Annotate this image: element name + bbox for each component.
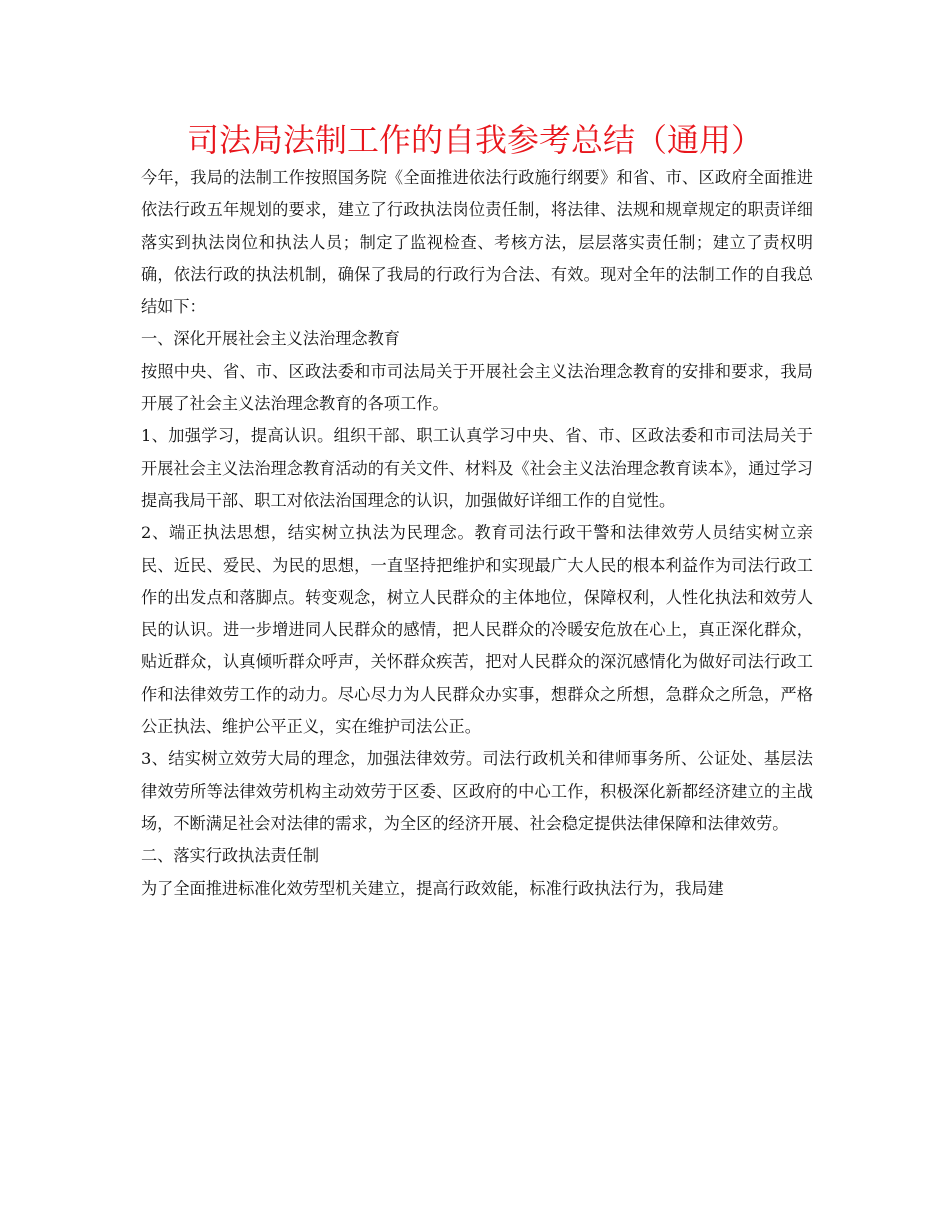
paragraph-item-1: 1、加强学习，提高认识。组织干部、职工认真学习中央、省、市、区政法委和市司法局关于开展社会主义法治理念教育活动的有关文件、材料及《社会主义法治理念教育读本》，通过学习提高我局干部、职工对依法治国理念的认识，加强做好详细工作的自觉性。 [141, 426, 813, 510]
section-heading-1: 一、深化开展社会主义法治理念教育 [141, 329, 400, 349]
paragraph-section-1-intro: 按照中央、省、市、区政法委和市司法局关于开展社会主义法治理念教育的安排和要求，我局开展了社会主义法治理念教育的各项工作。 [141, 361, 813, 414]
paragraph-section-2-intro: 为了全面推进标准化效劳型机关建立，提高行政效能，标准行政执法行为，我局建 [141, 878, 724, 898]
paragraph-item-2: 2、端正执法思想，结实树立执法为民理念。教育司法行政干警和法律效劳人员结实树立亲民、近民、爱民、为民的思想，一直坚持把维护和实现最广大人民的根本利益作为司法行政工作的出发点和落脚点。转变观念，树立人民群众的主体地位，保障权利，人性化执法和效劳人民的认识。进一步增进同人民群众的感情，把人民群众的冷暖安危放在心上，真正深化群众，贴近群众，认真倾听群众呼声，关怀群众疾苦，把对人民群众的深沉感情化为做好司法行政工作和法律效劳工作的动力。尽心尽力为人民群众办实事，想群众之所想，急群众之所急，严格公正执法、维护公平正义，实在维护司法公正。 [141, 523, 813, 737]
paragraph-item-3: 3、结实树立效劳大局的理念，加强法律效劳。司法行政机关和律师事务所、公证处、基层法律效劳所等法律效劳机构主动效劳于区委、区政府的中心工作，积极深化新都经济建立的主战场，不断满足社会对法律的需求，为全区的经济开展、社会稳定提供法律保障和法律效劳。 [141, 749, 813, 833]
paragraph-intro: 今年，我局的法制工作按照国务院《全面推进依法行政施行纲要》和省、市、区政府全面推进依法行政五年规划的要求，建立了行政执法岗位责任制，将法律、法规和规章规定的职责详细落实到执法岗位和执法人员；制定了监视检查、考核方法，层层落实责任制；建立了责权明确，依法行政的执法机制，确保了我局的行政行为合法、有效。现对全年的法制工作的自我总结如下： [141, 168, 813, 317]
document-body [141, 162, 813, 905]
section-heading-2: 二、落实行政执法责任制 [141, 846, 320, 866]
document-title: 司法局法制工作的自我参考总结（通用） [186, 121, 763, 159]
